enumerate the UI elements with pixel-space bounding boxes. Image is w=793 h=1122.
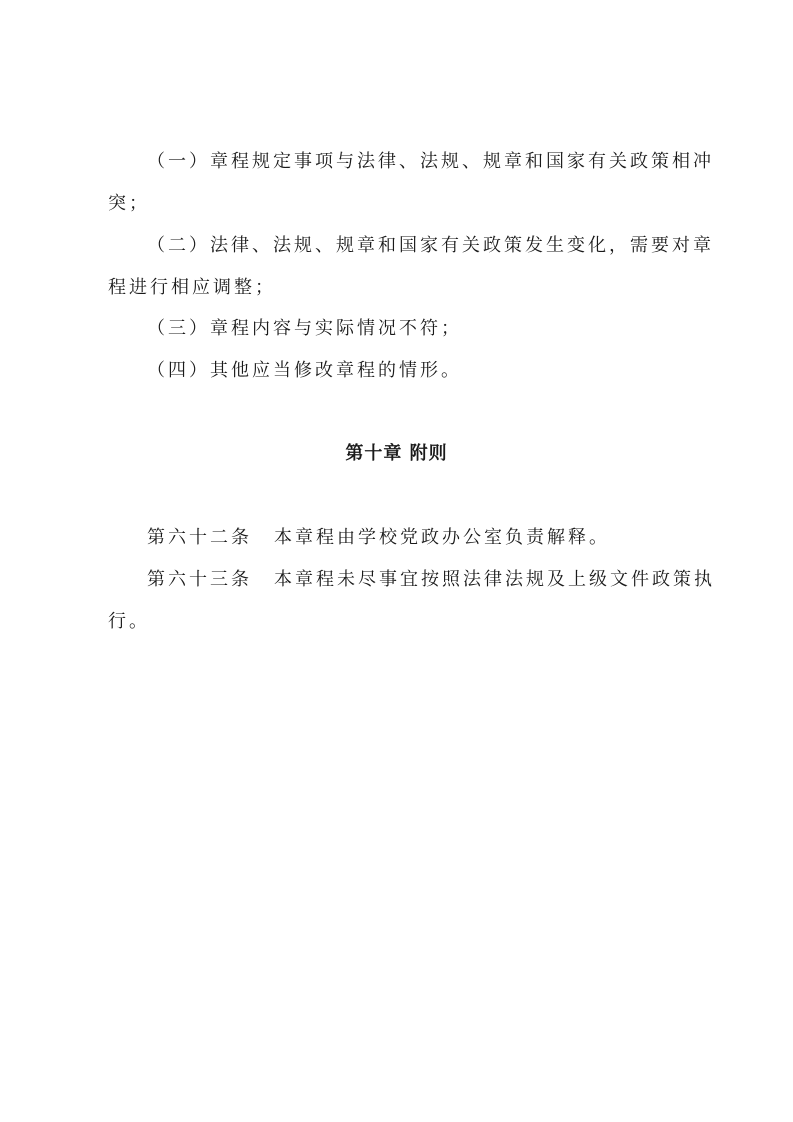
article-63-continuation: 行。 <box>108 611 150 632</box>
article-62-number: 第六十二条 <box>147 527 252 548</box>
article-62-text: 本章程由学校党政办公室负责解释。 <box>274 527 610 548</box>
article-62 <box>147 526 610 550</box>
item-2-line-2: 程进行相应调整； <box>108 277 276 298</box>
article-63 <box>147 568 715 592</box>
item-4-line-1: （四）其他应当修改章程的情形。 <box>147 360 462 381</box>
chapter-heading: 第十章 附则 <box>345 443 448 464</box>
item-3-line-1: （三）章程内容与实际情况不符； <box>147 318 462 339</box>
article-63-number: 第六十三条 <box>147 569 252 590</box>
article-63-text: 本章程未尽事宜按照法律法规及上级文件政策执 <box>274 569 715 590</box>
item-2-line-1: （二）法律、法规、规章和国家有关政策发生变化，需要对章 <box>147 235 714 256</box>
item-1-line-2: 突； <box>108 193 150 214</box>
item-1-line-1: （一）章程规定事项与法律、法规、规章和国家有关政策相冲 <box>147 151 714 172</box>
